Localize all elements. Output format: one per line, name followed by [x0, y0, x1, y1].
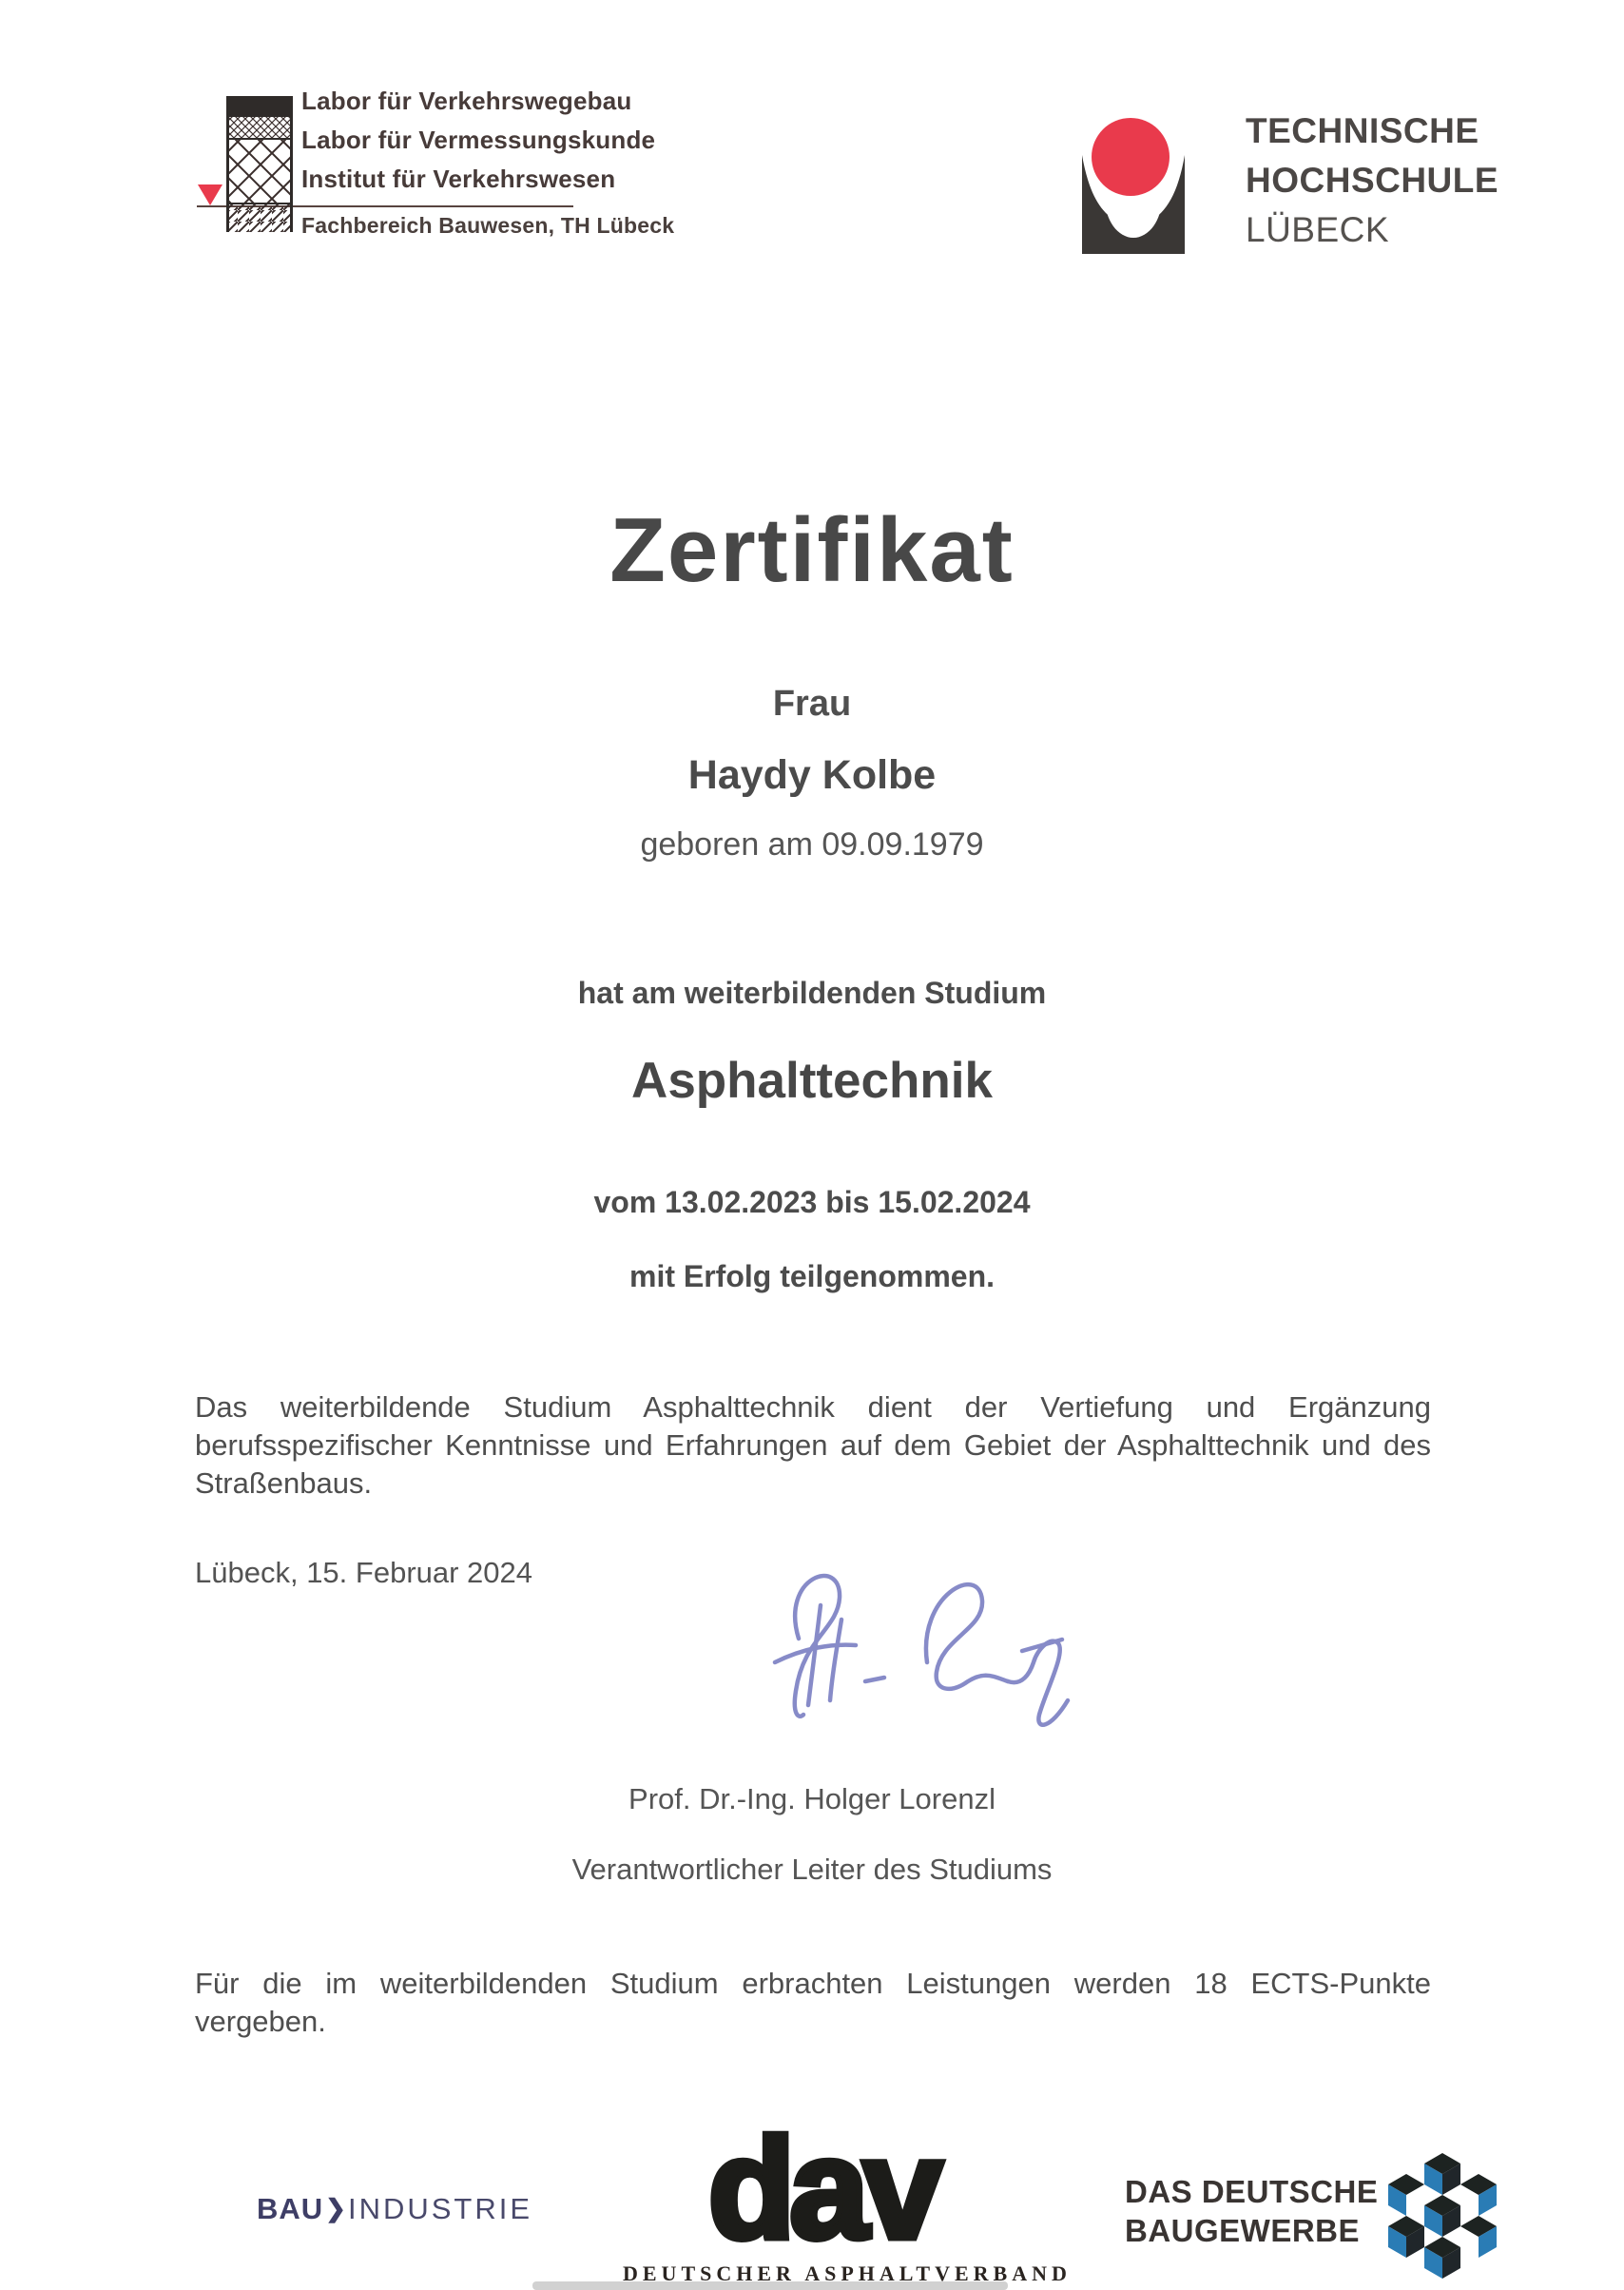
left-logo-line: Institut für Verkehrswesen	[301, 165, 616, 193]
baugewerbe-logo	[1125, 2172, 1378, 2250]
th-luebeck-mark-icon	[1079, 112, 1189, 255]
road-cross-section-icon	[226, 96, 293, 232]
bauindustrie-light: INDUSTRIE	[347, 2192, 533, 2225]
bauindustrie-logo	[257, 2192, 532, 2226]
result-line: mit Erfolg teilgenommen.	[628, 1259, 996, 1293]
th-logo-line: HOCHSCHULE	[1246, 161, 1499, 200]
birth-line: geboren am 09.09.1979	[640, 826, 984, 863]
left-logo-line: Labor für Vermessungskunde	[301, 126, 656, 154]
th-logo-line: TECHNISCHE	[1246, 111, 1479, 150]
program-intro: hat am weiterbildenden Studium	[577, 976, 1047, 1010]
description-paragraph: Das weiterbildende Studium Asphalttechnik dient der Vertiefung und Ergänzung berufsspezifischer Kenntnisse und Erfahrungen auf dem Gebiet der Asphalttechnik und des Straßenbaus.	[195, 1390, 1431, 1500]
scan-smudge	[532, 2281, 1008, 2290]
bauindustrie-bold: BAU	[257, 2192, 324, 2225]
dav-wordmark: dav	[707, 2108, 938, 2268]
ects-note: Für die im weiterbildenden Studium erbrachten Leistungen werden 18 ECTS-Punkte vergeben.	[195, 1967, 1431, 2038]
th-logo-line: LÜBECK	[1246, 210, 1390, 249]
left-logo-line: Labor für Verkehrswegebau	[301, 87, 632, 115]
period-line: vom 13.02.2023 bis 15.02.2024	[593, 1185, 1031, 1219]
left-logo-subline: Fachbereich Bauwesen, TH Lübeck	[301, 213, 675, 238]
certificate-title: Zertifikat	[609, 499, 1015, 601]
recipient-name: Haydy Kolbe	[687, 752, 937, 798]
groundwater-triangle-icon	[198, 184, 222, 205]
dav-logo	[623, 2108, 1072, 2286]
th-luebeck-logo	[1246, 107, 1498, 255]
salutation: Frau	[772, 684, 852, 724]
baugewerbe-line: BAUGEWERBE	[1125, 2213, 1361, 2248]
signature	[708, 1548, 1089, 1753]
signer-name: Prof. Dr.-Ing. Holger Lorenzl	[628, 1782, 996, 1815]
left-logo-text	[301, 82, 655, 199]
baugewerbe-line: DAS DEUTSCHE	[1125, 2174, 1379, 2209]
dav-caption: DEUTSCHER ASPHALTVERBAND	[623, 2261, 1072, 2285]
signer-role: Verantwortlicher Leiter des Studiums	[571, 1853, 1053, 1886]
chevron-right-icon: ❯	[325, 2194, 346, 2222]
program-name: Asphalttechnik	[631, 1053, 993, 1109]
baugewerbe-cubes-icon	[1366, 2147, 1518, 2285]
place-date: Lübeck, 15. Februar 2024	[195, 1556, 533, 1589]
